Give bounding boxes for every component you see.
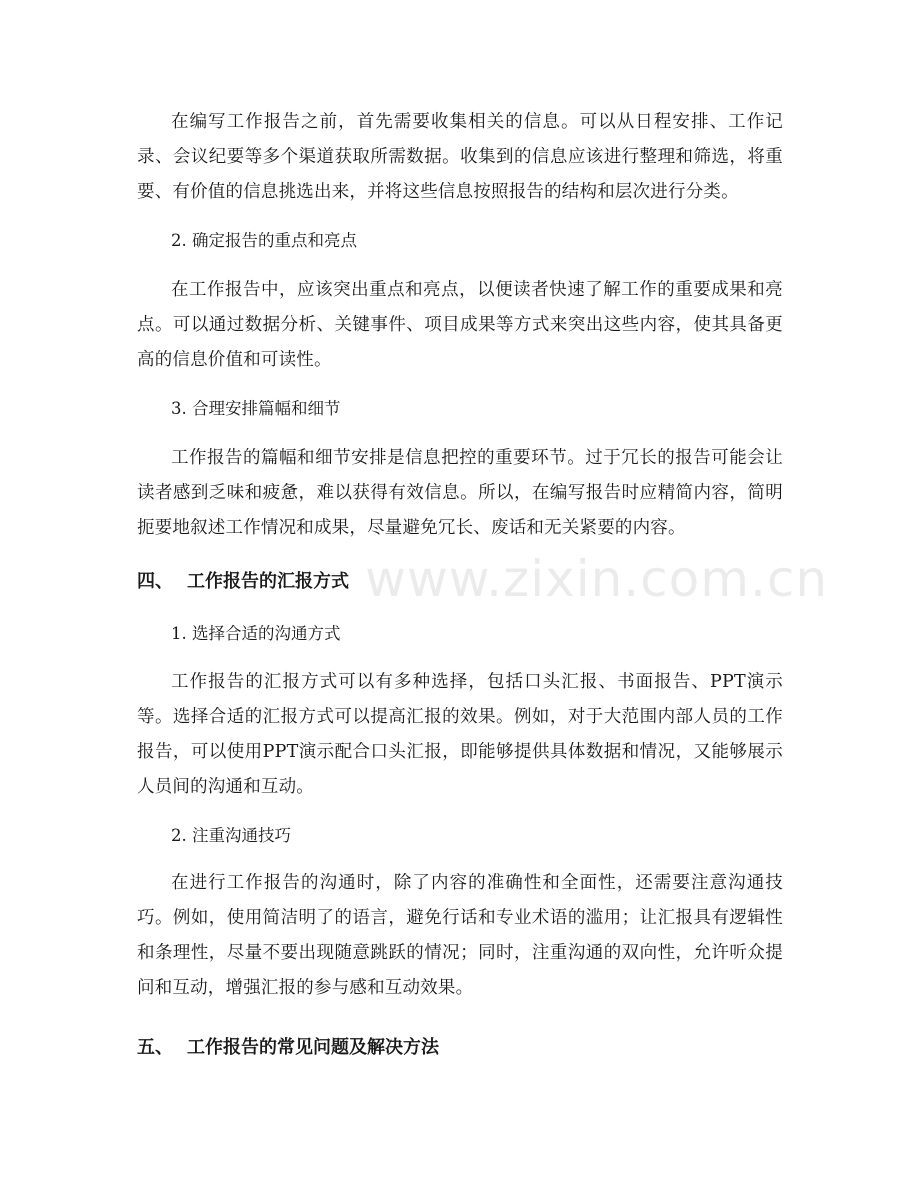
paragraph: 在编写工作报告之前，首先需要收集相关的信息。可以从日程安排、工作记录、会议纪要等多个渠道获取所需数据。收集到的信息应该进行整理和筛选，将重要、有价值的信息挑选出来，并将这些信息按照报告的结构和层次进行分类。	[137, 112, 783, 202]
section-number: 四、	[137, 571, 173, 592]
subheading: 3. 合理安排篇幅和细节	[171, 399, 341, 418]
paragraph: 工作报告的篇幅和细节安排是信息把控的重要环节。过于冗长的报告可能会让读者感到乏味和疲惫，难以获得有效信息。所以，在编写报告时应精简内容，简明扼要地叙述工作情况和成果，尽量避免冗长、废话和无关紧要的内容。	[137, 448, 783, 538]
section-heading	[137, 1036, 439, 1060]
watermark: www.zixin.com.cn	[365, 550, 829, 608]
subheading: 2. 注重沟通技巧	[171, 826, 291, 845]
paragraph: 在工作报告中，应该突出重点和亮点，以便读者快速了解工作的重要成果和亮点。可以通过数据分析、关键事件、项目成果等方式来突出这些内容，使其具备更高的信息价值和可读性。	[137, 280, 783, 370]
subheading: 1. 选择合适的沟通方式	[171, 624, 341, 643]
section-title: 工作报告的常见问题及解决方法	[187, 1037, 439, 1058]
subheading: 2. 确定报告的重点和亮点	[171, 231, 357, 250]
paragraph: 在进行工作报告的沟通时，除了内容的准确性和全面性，还需要注意沟通技巧。例如，使用简洁明了的语言，避免行话和专业术语的滥用；让汇报具有逻辑性和条理性，尽量不要出现随意跳跃的情况；同时，注重沟通的双向性，允许听众提问和互动，增强汇报的参与感和互动效果。	[137, 873, 783, 998]
section-heading	[137, 570, 349, 594]
section-number: 五、	[137, 1037, 173, 1058]
section-title: 工作报告的汇报方式	[187, 571, 349, 592]
paragraph: 工作报告的汇报方式可以有多种选择，包括口头汇报、书面报告、PPT演示等。选择合适的汇报方式可以提高汇报的效果。例如，对于大范围内部人员的工作报告，可以使用PPT演示配合口头汇报，即能够提供具体数据和情况，又能够展示人员间的沟通和互动。	[137, 672, 783, 797]
